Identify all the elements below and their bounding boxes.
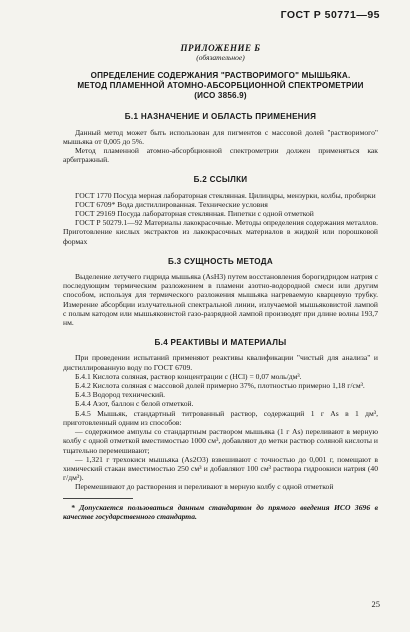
reference-item: ГОСТ 6709* Вода дистиллированная. Технические условия (75, 199, 268, 209)
reference-item: ГОСТ Р 50279.1—92 Материалы лакокрасочные. Методы определения содержания металлов. Приготовление кислых экстрактов из лакокрасочных материалов в жидкой или порошковой формах (63, 218, 378, 246)
title-line: (ИСО 3856.9) (194, 91, 247, 101)
document-title (63, 71, 378, 101)
paragraph: Метод пламенной атомно-абсорбционной спектрометрии должен применяться как арбитражный. (63, 146, 378, 165)
section-heading-b4: Б.4 РЕАКТИВЫ И МАТЕРИАЛЫ (154, 338, 287, 348)
paragraph: Б.4.5 Мышьяк, стандартный титрованный раствор, содержащий 1 г As в 1 дм³, приготовленный одним из способов: (63, 408, 378, 427)
appendix-title: ПРИЛОЖЕНИЕ Б (180, 43, 261, 53)
paragraph: При проведении испытаний применяют реактивы квалификации "чистый для анализа" и дистиллированную воду по ГОСТ 6709. (63, 353, 378, 372)
paragraph: Б.4.2 Кислота соляная с массовой долей примерно 37%, плотностью примерно 1,18 г/см³. (75, 381, 365, 391)
paragraph: — содержимое ампулы со стандартным раствором мышьяка (1 г As) переливают в мерную колбу с одной отметкой вместимостью 1000 см³, добавляют до метки раствор соляной кислоты и тщательно перемешивают; (63, 427, 378, 455)
paragraph: — 1,321 г трехокиси мышьяка (As2O3) взвешивают с точностью до 0,001 г, помещают в химический стакан вместимостью 250 см³ и добавляют 100 см³ раствора гидроокиси натрия (40 г/дм³). (63, 454, 378, 483)
standard-header: ГОСТ Р 50771—95 (280, 9, 380, 21)
reference-item: ГОСТ 29169 Посуда лабораторная стеклянная. Пипетки с одной отметкой (75, 209, 314, 219)
page-content (63, 44, 378, 521)
paragraph: Б.4.1 Кислота соляная, раствор концентрации c (HCl) = 0,07 моль/дм³. (75, 371, 302, 381)
section-heading-b2: Б.2 ССЫЛКИ (193, 175, 248, 185)
section-heading-b1: Б.1 НАЗНАЧЕНИЕ И ОБЛАСТЬ ПРИМЕНЕНИЯ (124, 112, 317, 122)
title-line: ОПРЕДЕЛЕНИЕ СОДЕРЖАНИЯ "РАСТВОРИМОГО" МЫШЬЯКА. (90, 71, 351, 81)
reference-item: ГОСТ 1770 Посуда мерная лабораторная стеклянная. Цилиндры, мензурки, колбы, пробирки (75, 190, 376, 200)
footnote-divider (63, 498, 133, 499)
appendix-note: (обязательное) (196, 53, 245, 63)
page-number: 25 (371, 599, 380, 609)
paragraph: Б.4.3 Водород технический. (75, 390, 166, 400)
paragraph: Перемешивают до растворения и переливают в мерную колбу с одной отметкой (75, 482, 334, 492)
footnote: * Допускается пользоваться данным стандартом до прямого введения ИСО 3696 в качестве государственного стандарта. (63, 502, 378, 521)
paragraph: Выделение летучего гидрида мышьяка (AsH3) путем восстановления борогидридом натрия с последующим термическим разложением в пламени азотно-водородной смеси или другим способом, используя для термического разложения мышьяка нагреваемую кварцевую трубку. Измерение абсорбции излучательной спектральной линии, излучаемой мышьяковистой лампой с полым катодом или мышьяковистой газо-разрядной лампой производят при длине волны 193,7 нм. (63, 272, 378, 328)
section-heading-b3: Б.3 СУЩНОСТЬ МЕТОДА (167, 256, 273, 266)
title-line: МЕТОД ПЛАМЕННОЙ АТОМНО-АБСОРБЦИОННОЙ СПЕКТРОМЕТРИИ (77, 81, 364, 91)
paragraph: Б.4.4 Азот, баллон с белой отметкой. (75, 399, 194, 409)
paragraph: Данный метод может быть использован для пигментов с массовой долей "растворимого" мышьяка от 0,005 до 5%. (63, 127, 378, 146)
